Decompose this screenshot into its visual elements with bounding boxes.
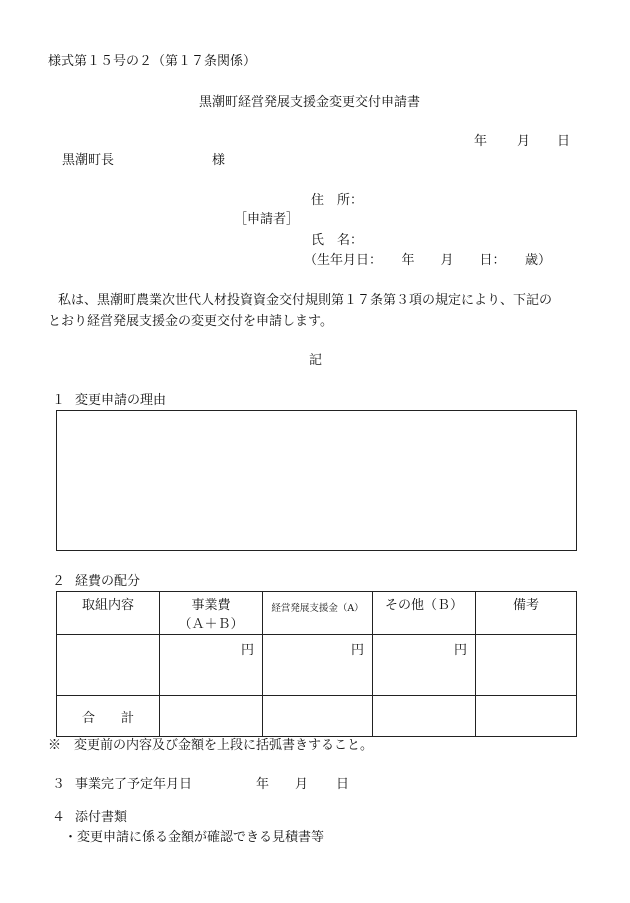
section-2-number: ２ [52,574,66,589]
header-cell [57,592,160,635]
section-2-title: 経費の配分 [75,574,141,589]
section-1-number: １ [52,393,66,408]
body-text-line-1: 私は、黒潮町農業次世代人材投資資金交付規則第１７条第３項の規定により、下記の [58,293,553,308]
total-label-cell [57,696,160,737]
date-day-label: 日 [557,134,571,149]
completion-year-label: 年 [256,777,270,792]
total-label-1: 合 [81,710,95,726]
total-support-fund-cell[interactable] [263,696,373,737]
header-remarks: 備考 [512,598,539,613]
total-label-2: 計 [121,710,135,726]
section-4-title: 添付書類 [75,810,128,825]
ki-heading: 記 [309,353,323,368]
header-cell [373,592,476,635]
header-other: その他（Ｂ） [384,598,463,613]
document-title: 黒潮町経営発展支援金変更交付申請書 [199,95,421,110]
addressee-honorific: 様 [212,153,226,168]
form-number: 様式第１５号の２（第１７条関係） [48,54,257,69]
birth-date-line: （生年月日： 年 月 日： 歳） [304,253,552,268]
total-remarks-cell[interactable] [476,696,577,737]
attachment-item-1: ・変更申請に係る金額が確認できる見積書等 [64,830,325,845]
project-cost-cell[interactable] [160,635,263,696]
change-reason-box[interactable] [56,410,577,551]
header-project-cost: 事業費 [191,598,231,613]
section-3-number: ３ [52,777,66,792]
section-1-title: 変更申請の理由 [75,393,167,408]
total-project-cost-cell[interactable] [160,696,263,737]
date-month-label: 月 [517,134,531,149]
table-header-row [57,592,577,635]
applicant-label: ［申請者］ [234,212,300,227]
table-note: ※ 変更前の内容及び金額を上段に括弧書きすること。 [48,738,374,753]
yen-unit: 円 [453,643,467,658]
header-activity: 取組内容 [81,598,134,613]
table-total-row [57,696,577,737]
support-fund-cell[interactable] [263,635,373,696]
completion-day-label: 日 [336,777,350,792]
other-cell[interactable] [373,635,476,696]
header-support-fund: 経営発展支援金（A） [271,603,364,614]
table-row [57,635,577,696]
header-cell [160,592,263,635]
activity-cell[interactable] [57,635,160,696]
section-3-title: 事業完了予定年月日 [75,777,193,792]
completion-month-label: 月 [295,777,309,792]
name-label: 氏 名： [311,233,364,248]
address-label: 住 所： [311,193,364,208]
total-other-cell[interactable] [373,696,476,737]
body-text-line-2: とおり経営発展支援金の変更交付を申請します。 [48,314,333,329]
cost-allocation-table [56,591,577,737]
yen-unit: 円 [240,643,254,658]
header-cell [263,592,373,635]
header-project-cost-formula: （Ａ＋Ｂ） [178,617,244,632]
section-4-number: ４ [52,810,66,825]
remarks-cell[interactable] [476,635,577,696]
addressee-name: 黒潮町長 [62,153,115,168]
yen-unit: 円 [350,643,364,658]
date-year-label: 年 [474,134,488,149]
header-cell [476,592,577,635]
